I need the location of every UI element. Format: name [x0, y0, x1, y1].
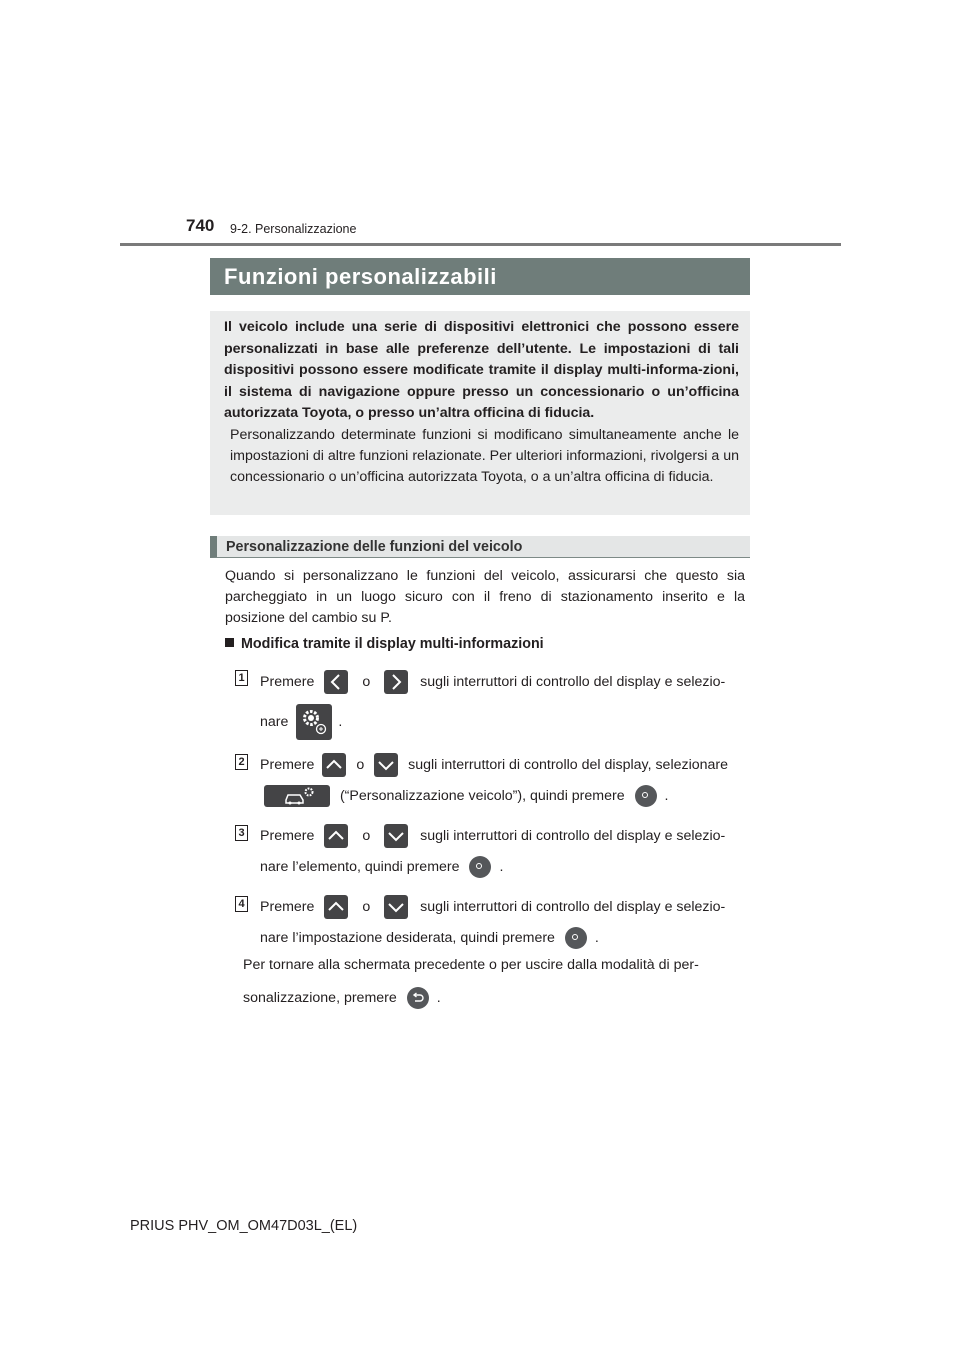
intro-note: Personalizzando determinate funzioni si modificano simultaneamente anche le impostazioni di altre funzioni relazionate. Per ulteriori informazioni, rivolgersi a un concessionario o un’officina autorizzata Toyota, o a un’altra officina di fiducia.: [230, 427, 739, 485]
list-heading: [225, 636, 544, 652]
enter-button-icon: [635, 785, 657, 807]
subsection-title: Personalizzazione delle funzioni del veicolo: [226, 539, 523, 555]
body-paragraph: Quando si personalizzano le funzioni del veicolo, assicurarsi che questo sia parcheggiato in un luogo sicuro con il freno di stazionamento inserito e la posizione del cambio su P.: [225, 568, 745, 626]
square-bullet-icon: [225, 638, 234, 647]
page-number: 740: [186, 216, 215, 235]
subsection-header: [210, 536, 750, 558]
vehicle-settings-key-icon: [264, 785, 330, 807]
chevron-up-key-icon: [324, 824, 348, 848]
intro-box: [210, 311, 750, 515]
step-badge-4: 4: [235, 896, 248, 912]
step-2-line-1: Premere o sugli interruttori di controllo del display, selezionare: [260, 753, 728, 777]
header-rule: [120, 243, 841, 246]
chevron-up-key-icon: [322, 753, 346, 777]
step-badge-3: 3: [235, 825, 248, 841]
step-1-line-1: Premere o sugli interruttori di controllo del display e selezio-: [260, 670, 725, 694]
chevron-left-key-icon: [324, 670, 348, 694]
step-3-line-2: nare l’elemento, quindi premere .: [260, 856, 503, 878]
section-label: 9-2. Personalizzazione: [230, 222, 357, 236]
step-4-line-1: Premere o sugli interruttori di controllo del display e selezio-: [260, 895, 725, 919]
chevron-down-key-icon: [374, 753, 398, 777]
page-title: Funzioni personalizzabili: [224, 264, 497, 289]
step-1-line-2: nare .: [260, 704, 342, 740]
step-badge-2: 2: [235, 754, 248, 770]
step-4-line-2: nare l’impostazione desiderata, quindi premere .: [260, 927, 599, 949]
chevron-down-key-icon: [384, 895, 408, 919]
chevron-down-key-icon: [384, 824, 408, 848]
settings-gear-key-icon: [296, 704, 332, 740]
back-button-icon: [407, 987, 429, 1009]
chevron-up-key-icon: [324, 895, 348, 919]
return-note-line-2: sonalizzazione, premere .: [243, 987, 441, 1009]
enter-button-icon: [469, 856, 491, 878]
title-bar: [210, 258, 750, 295]
step-3-line-1: Premere o sugli interruttori di controllo del display e selezio-: [260, 824, 725, 848]
enter-button-icon: [565, 927, 587, 949]
document-footer: PRIUS PHV_OM_OM47D03L_(EL): [130, 1218, 358, 1234]
step-2-line-2: (“Personalizzazione veicolo”), quindi premere .: [264, 785, 668, 807]
list-heading-text: Modifica tramite il display multi-informazioni: [241, 636, 544, 652]
chevron-right-key-icon: [384, 670, 408, 694]
intro-paragraph: Il veicolo include una serie di dispositivi elettronici che possono essere personalizzati in base alle preferenze dell’utente. Le impostazioni di tali dispositivi possono essere modificate tramite il display multi-informa-zioni, il sistema di navigazione oppure presso un concessionario o un’officina autorizzata Toyota, o presso un’altra officina di fiducia.: [224, 319, 739, 421]
step-badge-1: 1: [235, 670, 248, 686]
return-note-line-1: Per tornare alla schermata precedente o per uscire dalla modalità di per-: [243, 957, 699, 973]
